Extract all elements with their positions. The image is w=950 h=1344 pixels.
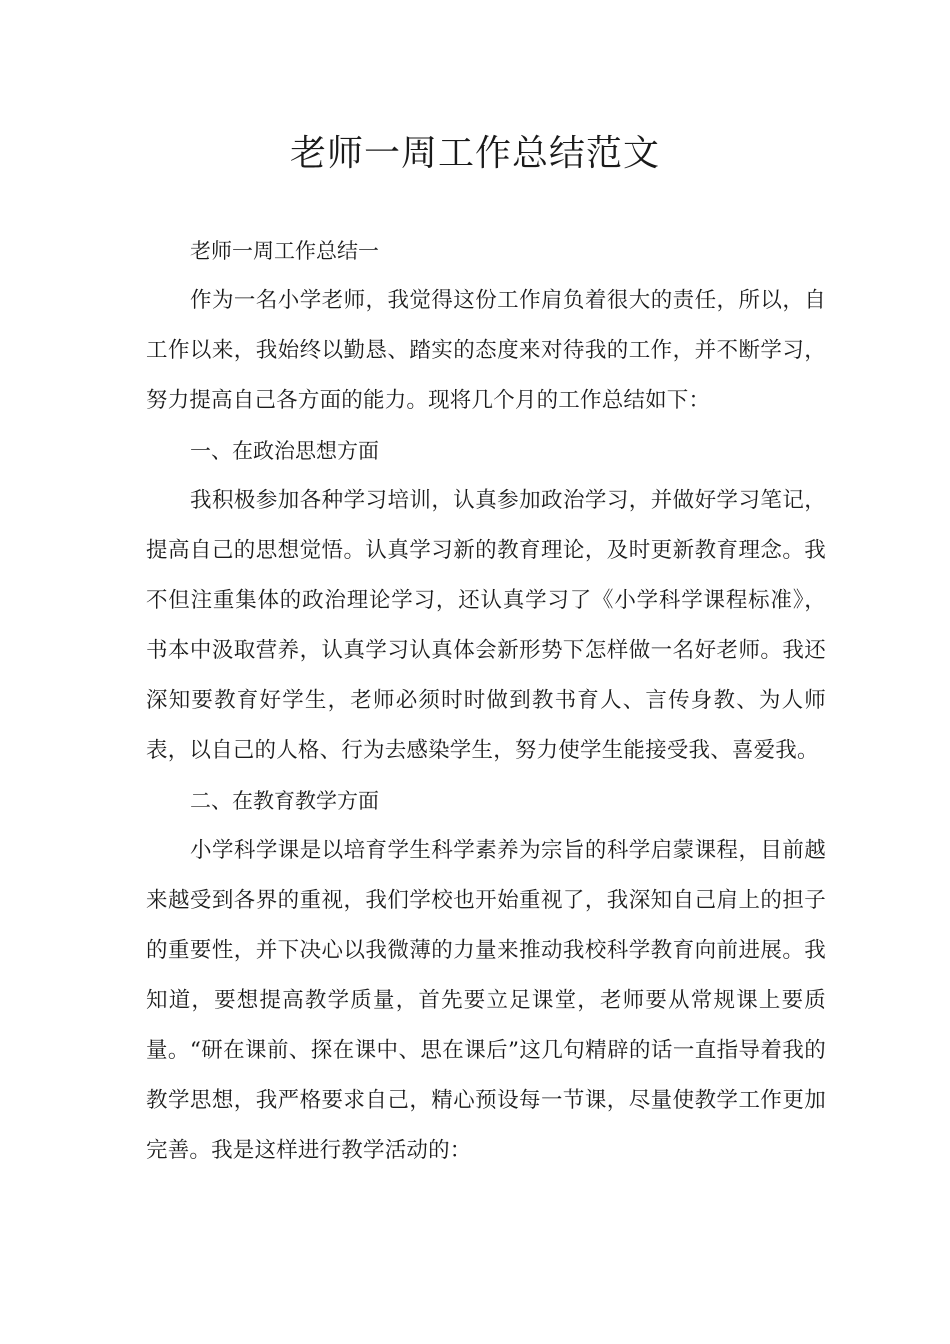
document-body [146, 226, 826, 1176]
section-heading: 二、在教育教学方面 [190, 789, 379, 813]
paragraph: 小学科学课是以培育学生科学素养为宗旨的科学启蒙课程，目前越来越受到各界的重视，我们学校也开始重视了，我深知自己肩上的担子的重要性，并下决心以我微薄的力量来推动我校科学教育向前进展。我知道，要想提高教学质量，首先要立足课堂，老师要从常规课上要质量。“研在课前、探在课中、思在课后”这几句精辟的话一直指导着我的教学思想，我严格要求自己，精心预设每一节课，尽量使教学工作更加完善。我是这样进行教学活动的： [146, 838, 826, 1163]
paragraph: 作为一名小学老师，我觉得这份工作肩负着很大的责任，所以，自工作以来，我始终以勤恳、踏实的态度来对待我的工作，并不断学习，努力提高自己各方面的能力。现将几个月的工作总结如下： [146, 288, 826, 413]
paragraph: 我积极参加各种学习培训，认真参加政治学习，并做好学习笔记，提高自己的思想觉悟。认真学习新的教育理论，及时更新教育理念。我不但注重集体的政治理论学习，还认真学习了《小学科学课程标准》，书本中汲取营养，认真学习认真体会新形势下怎样做一名好老师。我还深知要教育好学生，老师必须时时做到教书育人、言传身教、为人师表，以自己的人格、行为去感染学生，努力使学生能接受我、喜爱我。 [146, 488, 826, 763]
section-heading: 一、在政治思想方面 [190, 439, 379, 463]
document-title: 老师一周工作总结范文 [289, 133, 660, 174]
section-heading: 老师一周工作总结一 [190, 239, 379, 263]
